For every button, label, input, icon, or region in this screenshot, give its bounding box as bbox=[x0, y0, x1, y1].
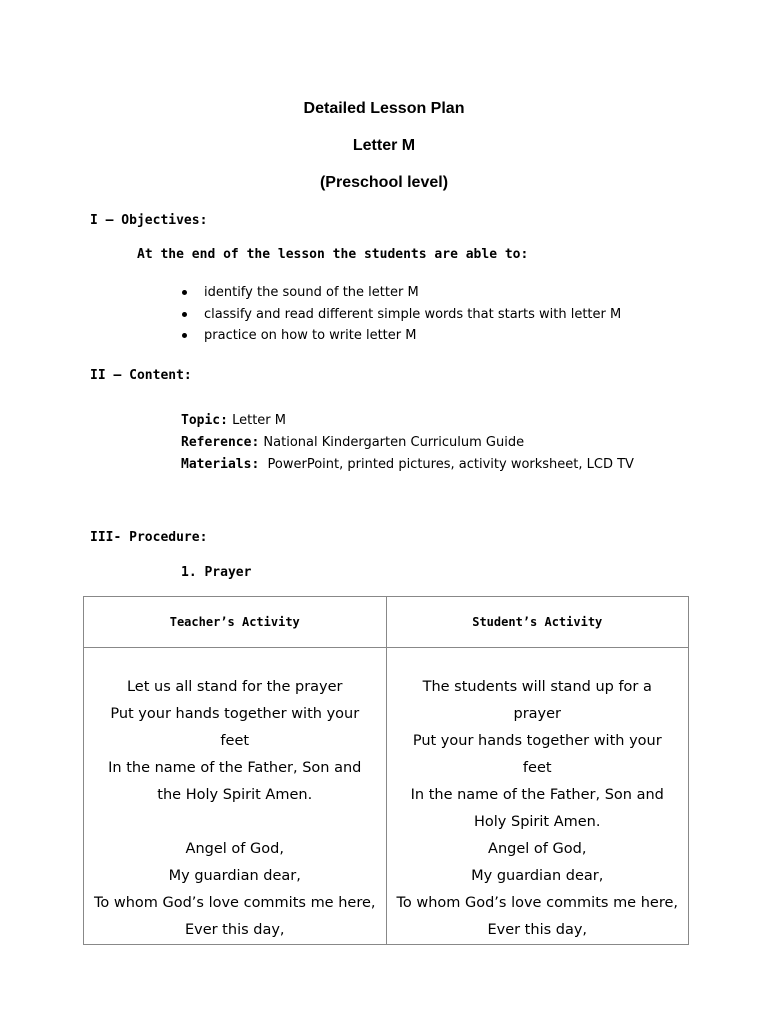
bullet-icon bbox=[182, 333, 187, 338]
list-item: practice on how to write letter M bbox=[180, 325, 621, 347]
cell-line: In the name of the Father, Son and bbox=[108, 760, 362, 776]
bullet-icon bbox=[182, 290, 187, 295]
cell-line: feet bbox=[220, 733, 250, 749]
materials-label: Materials: bbox=[181, 457, 260, 472]
student-column-header: Student’s Activity bbox=[386, 597, 689, 648]
cell-line: Let us all stand for the prayer bbox=[126, 679, 343, 695]
cell-line: My guardian dear, bbox=[471, 868, 604, 884]
activity-table bbox=[83, 596, 689, 945]
procedure-heading: III- Procedure: bbox=[90, 530, 208, 545]
reference-line bbox=[181, 432, 634, 454]
document-level: (Preschool level) bbox=[319, 174, 449, 191]
cell-line: The students will stand up for a bbox=[422, 679, 652, 695]
materials-value: PowerPoint, printed pictures, activity worksheet, LCD TV bbox=[259, 457, 634, 472]
cell-line: prayer bbox=[513, 706, 561, 722]
materials-line bbox=[181, 454, 634, 476]
objectives-intro: At the end of the lesson the students are able to: bbox=[137, 247, 529, 262]
cell-line: To whom God’s love commits me here, bbox=[93, 895, 376, 911]
teacher-activity-text bbox=[84, 648, 386, 944]
cell-line: the Holy Spirit Amen. bbox=[157, 787, 313, 803]
content-details bbox=[181, 410, 634, 476]
cell-line: Put your hands together with your bbox=[110, 706, 360, 722]
cell-line: My guardian dear, bbox=[168, 868, 301, 884]
procedure-step: 1. Prayer bbox=[181, 565, 252, 580]
cell-line bbox=[84, 809, 386, 836]
cell-line: Holy Spirit Amen. bbox=[474, 814, 601, 830]
table-header-row bbox=[84, 597, 689, 648]
student-activity-text bbox=[387, 648, 689, 944]
cell-line: Ever this day, bbox=[184, 922, 285, 938]
topic-value: Letter M bbox=[227, 413, 286, 428]
cell-line: In the name of the Father, Son and bbox=[410, 787, 664, 803]
cell-line: Put your hands together with your bbox=[412, 733, 662, 749]
topic-line bbox=[181, 410, 634, 432]
list-item: classify and read different simple words that starts with letter M bbox=[180, 304, 621, 326]
topic-label: Topic: bbox=[181, 413, 228, 428]
content-heading: II – Content: bbox=[90, 368, 192, 383]
cell-line: Ever this day, bbox=[487, 922, 588, 938]
cell-line: Angel of God, bbox=[185, 841, 284, 857]
objectives-heading: I – Objectives: bbox=[90, 213, 208, 228]
table-row bbox=[84, 648, 689, 945]
teacher-activity-cell bbox=[84, 648, 387, 945]
document-title: Detailed Lesson Plan bbox=[303, 100, 465, 117]
objectives-list bbox=[180, 282, 621, 347]
teacher-column-header: Teacher’s Activity bbox=[84, 597, 387, 648]
cell-line: To whom God’s love commits me here, bbox=[396, 895, 679, 911]
bullet-icon bbox=[182, 312, 187, 317]
list-item: identify the sound of the letter M bbox=[180, 282, 621, 304]
cell-line: feet bbox=[522, 760, 552, 776]
reference-label: Reference: bbox=[181, 435, 260, 450]
document-subtitle: Letter M bbox=[352, 137, 416, 154]
cell-line: Angel of God, bbox=[488, 841, 587, 857]
reference-value: National Kindergarten Curriculum Guide bbox=[259, 435, 525, 450]
student-activity-cell bbox=[386, 648, 689, 945]
